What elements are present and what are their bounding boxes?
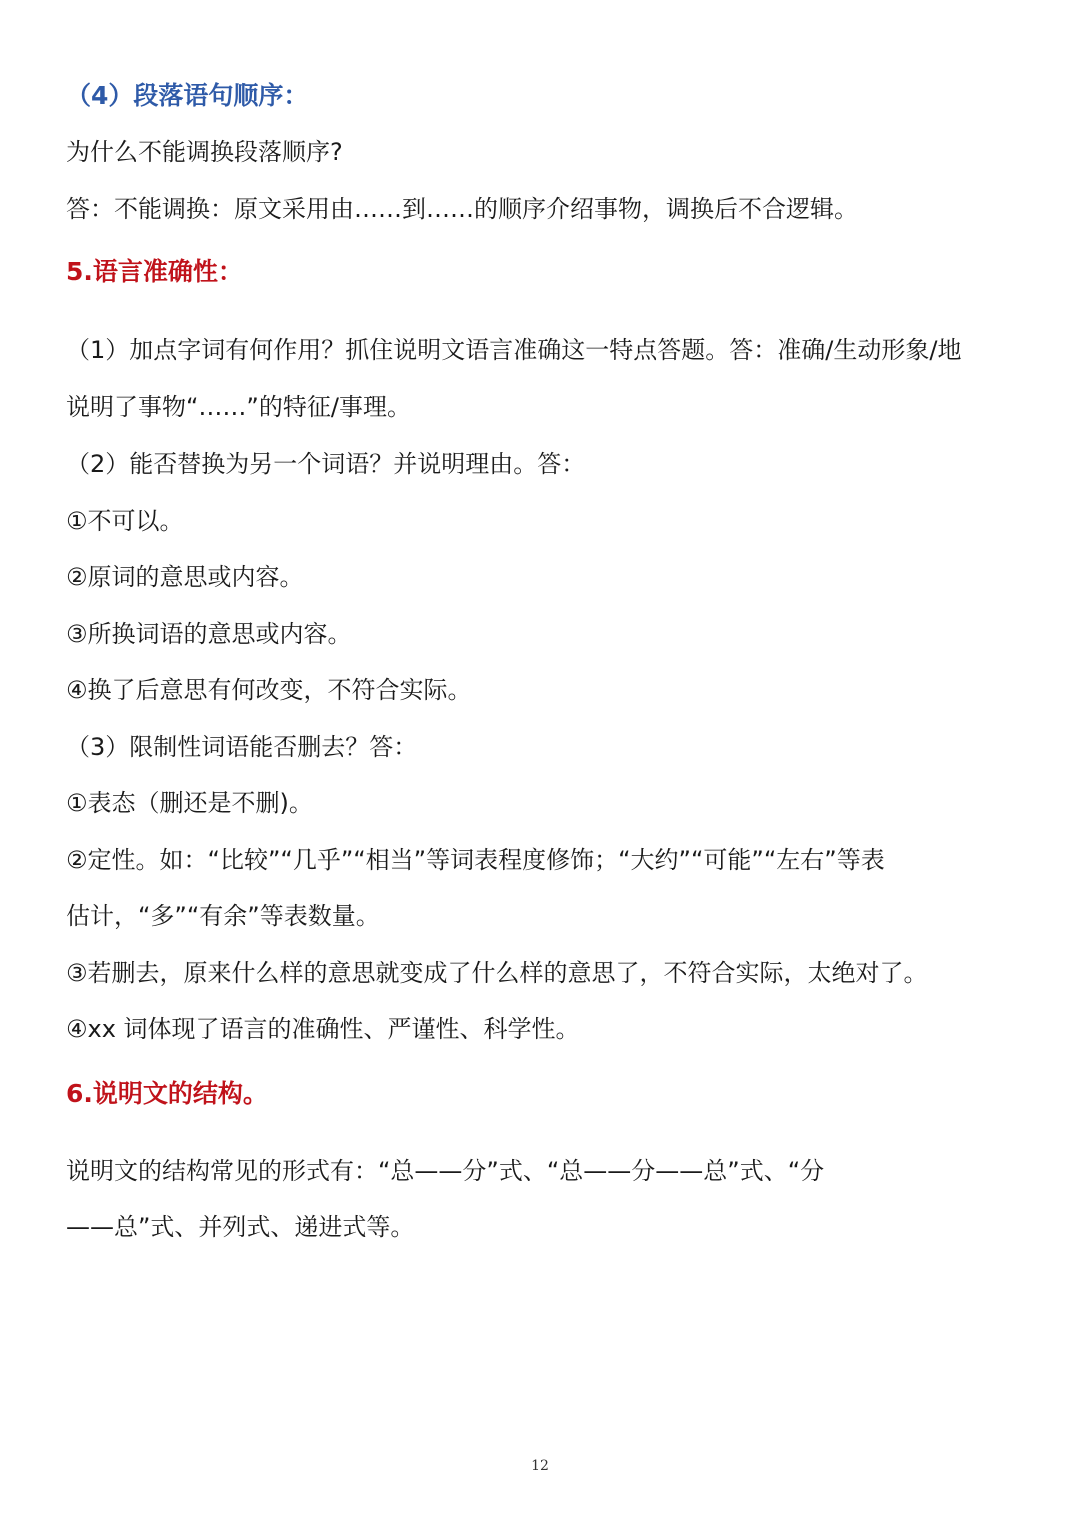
section-heading-paragraph-order: （4）段落语句顺序： xyxy=(66,81,309,110)
list-item: ①表态（删还是不删)。 xyxy=(66,789,313,817)
list-item-continuation: 估计，“多”“有余”等表数量。 xyxy=(66,902,380,930)
paragraph-dotted-words-line2: 说明了事物“……”的特征/事理。 xyxy=(66,393,411,421)
paragraph-structure-line1: 说明文的结构常见的形式有：“总——分”式、“总——分——总”式、“分 xyxy=(66,1157,825,1185)
paragraph-structure-line2: ——总”式、并列式、递进式等。 xyxy=(66,1213,415,1241)
paragraph-limiting-words: （3）限制性词语能否删去？答： xyxy=(66,733,418,761)
list-item: ②定性。如：“比较”“几乎”“相当”等词表程度修饰；“大约”“可能”“左右”等表 xyxy=(66,846,885,874)
section-heading-language-accuracy: 5.语言准确性： xyxy=(66,257,243,286)
question-paragraph-order: 为什么不能调换段落顺序? xyxy=(66,138,343,166)
page-number: 12 xyxy=(531,1458,549,1474)
answer-paragraph-order: 答：不能调换：原文采用由……到……的顺序介绍事物，调换后不合逻辑。 xyxy=(66,195,858,223)
list-item: ③若删去，原来什么样的意思就变成了什么样的意思了，不符合实际，太绝对了。 xyxy=(66,959,928,987)
list-item: ③所换词语的意思或内容。 xyxy=(66,620,352,648)
list-item: ④换了后意思有何改变，不符合实际。 xyxy=(66,676,472,704)
paragraph-dotted-words-line1: （1）加点字词有何作用？抓住说明文语言准确这一特点答题。答：准确/生动形象/地 xyxy=(66,336,962,364)
list-item: ①不可以。 xyxy=(66,507,184,535)
list-item: ④xx 词体现了语言的准确性、严谨性、科学性。 xyxy=(66,1015,580,1043)
section-heading-structure: 6.说明文的结构。 xyxy=(66,1079,268,1108)
list-item: ②原词的意思或内容。 xyxy=(66,563,304,591)
paragraph-replace-word: （2）能否替换为另一个词语？并说明理由。答： xyxy=(66,450,586,478)
